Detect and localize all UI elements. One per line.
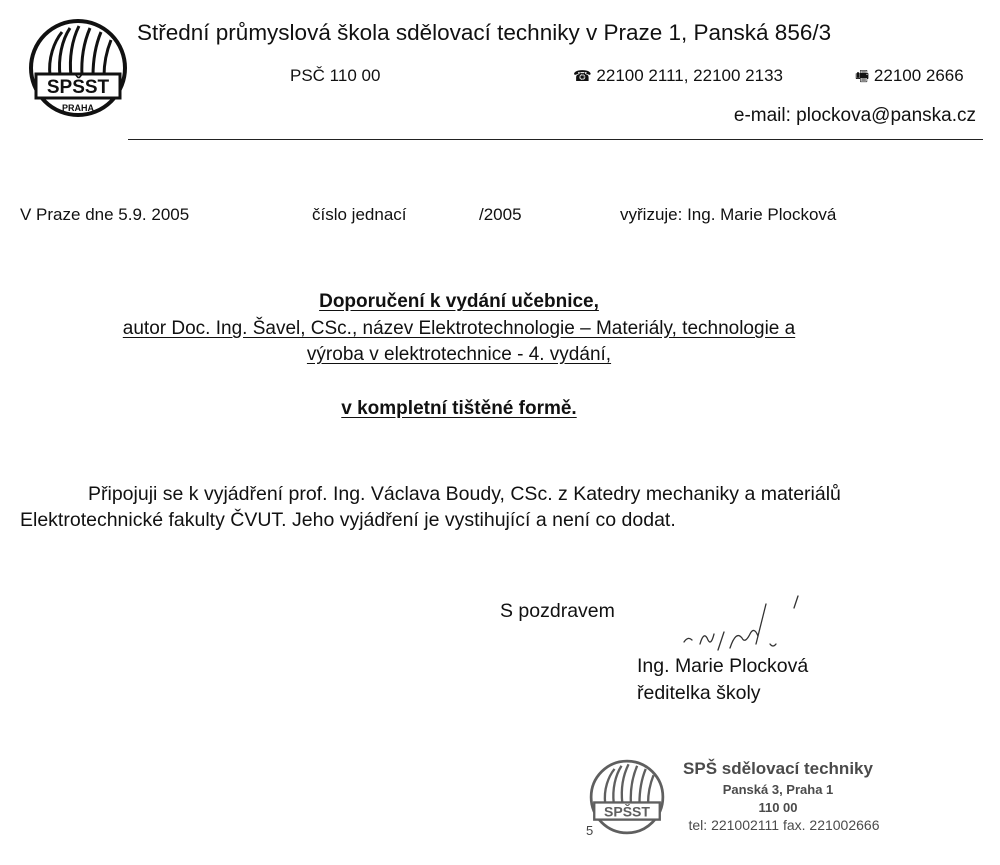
stamp-line-2: Panská 3, Praha 1: [722, 782, 834, 797]
header-divider: [128, 139, 983, 140]
body-text: Připojuji se k vyjádření prof. Ing. Václava Boudy, CSc. z Katedry mechaniky a materiálů Elektrotechnické fakulty ČVUT. Jeho vyjádření je vystihující a není co dodat.: [20, 483, 841, 531]
fax-icon: 🖷: [855, 68, 870, 85]
stamp-line-3: 110 00: [758, 800, 798, 815]
fax-number: 22100 2666: [873, 66, 964, 85]
postal-code: PSČ 110 00: [290, 66, 381, 85]
subject-line-3: výroba v elektrotechnice - 4. vydání,: [306, 344, 612, 365]
stamp-line-4: tel: 221002111 fax. 221002666: [688, 817, 880, 833]
phone-numbers: 22100 2111, 22100 2133: [596, 66, 783, 85]
subject-title: [0, 291, 918, 313]
subject-line-1: Doporučení k vydání učebnice,: [319, 291, 599, 312]
reference-value: /2005: [479, 205, 522, 224]
body-paragraph: [20, 481, 900, 533]
phone-icon: ☎: [573, 68, 592, 85]
reference-label: číslo jednací: [312, 205, 407, 224]
stamp-logo-text: SPŠST: [604, 803, 650, 820]
logo-text: SPŠST: [46, 77, 110, 98]
subject-line-2: autor Doc. Ing. Šavel, CSc., název Elektrotechnologie – Materiály, technologie a: [122, 318, 796, 339]
handled-by: vyřizuje: Ing. Marie Plocková: [620, 205, 837, 224]
school-name: Střední průmyslová škola sdělovací techniky v Praze 1, Panská 856/3: [137, 20, 832, 45]
subject-author: [0, 318, 918, 340]
school-stamp-logo: [588, 758, 666, 836]
email: e-mail: plockova@panska.cz: [733, 105, 976, 126]
signer-role: ředitelka školy: [637, 682, 761, 704]
subject-edition: [0, 344, 918, 366]
letter-date: V Praze dne 5.9. 2005: [20, 205, 190, 224]
stamp-line-1: SPŠ sdělovací techniky: [683, 759, 873, 778]
logo-subtext: PRAHA: [61, 103, 95, 113]
signer-name: Ing. Marie Plocková: [637, 655, 809, 677]
closing-greeting: S pozdravem: [500, 600, 615, 622]
subject-line-4: v kompletní tištěné formě.: [341, 398, 577, 419]
stamp-number: 5: [586, 823, 594, 838]
subject-form: [0, 398, 918, 420]
school-logo: [28, 18, 128, 118]
phone-block: [573, 66, 783, 86]
handwritten-signature: [678, 594, 808, 654]
fax-block: [855, 66, 964, 91]
